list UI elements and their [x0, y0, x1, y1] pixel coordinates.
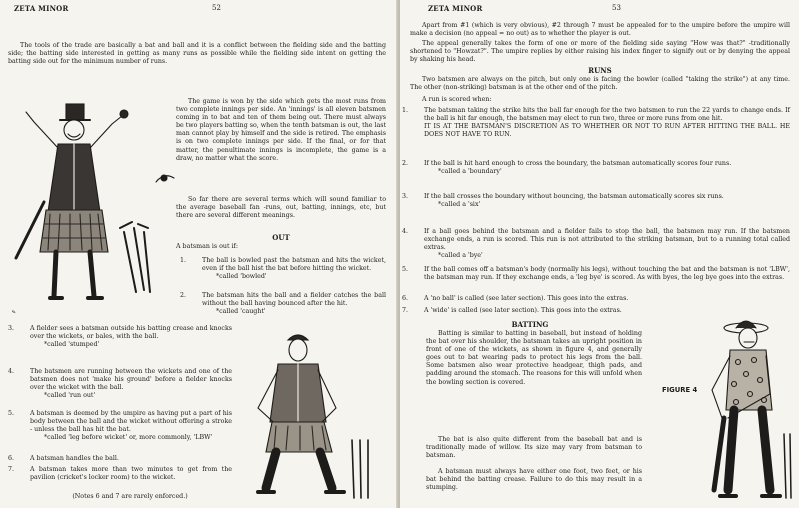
out-item-6: 6. A batsman handles the ball. [8, 455, 119, 462]
runs-heading: RUNS [588, 66, 612, 75]
page-right [400, 0, 799, 508]
run-item-7: 7. A 'wide' is called (see later section). This goes into the extras. [402, 307, 622, 314]
game-paragraph: The game is won by the side which gets the most runs from two complete innings per side. An 'innings' is all eleven batsmen coming in to bat and ten of them being out. There must always be two players batting so, when the tenth batsman is out, the last man cannot play by himself and the side is retired. The emphasis is on two complete innings per side. If the final, or for that matter, the penultimate innings is incomplete, the game is a draw, no matter what the score. [176, 98, 387, 162]
out-item-7: 7. A batsman takes more than two minutes to get from the pavilion (cricket's locker room) to the wicket. [8, 466, 232, 482]
page-number: 53 [612, 4, 621, 12]
terms-paragraph: So far there are several terms which will sound familiar to the average baseball fan -runs, out, batting, innings, etc, but there are several different meanings. [176, 196, 386, 220]
out-item-1: 1. The ball is bowled past the batsman and hits the wicket, even if the ball hist the bat before hitting the wicket. *called 'bowled' [180, 257, 386, 281]
run-item-3: 3. If the ball crosses the boundary without bouncing, the batsman automatically scores six runs. *called a 'six' [402, 193, 724, 209]
out-intro: A batsman is out if: [176, 243, 238, 250]
umpire-drawing [4, 82, 180, 322]
batting-paragraph-2: The bat is also quite different from the baseball bat and is traditionally made of willow. Its size may vary from batsman to batsman. [426, 436, 642, 460]
footnote: (Notes 6 and 7 are rarely enforced.) [72, 493, 188, 500]
out-item-5: 5. A batsman is deemed by the umpire as having put a part of his body between the ball and the wicket without offering a stroke - unless the ball has hit the bat. *called 'leg before wicket' or, more commonly, 'LBW' [8, 410, 232, 442]
wicketkeeper-drawing [236, 330, 376, 502]
svg-text:✎: ✎ [11, 309, 17, 316]
appeal-paragraph-1: Apart from #1 (which is very obvious), #2 through 7 must be appealed for to the umpire before the umpire will make a decision (no appeal = no out) as to whether the player is out. [410, 22, 790, 38]
running-header: ZETA MINOR [14, 4, 69, 13]
run-item-2: 2. If the ball is hit hard enough to cross the boundary, the batsman automatically scores four runs. *called a 'boundary' [402, 160, 732, 176]
batting-paragraph-1: Batting is similar to batting in baseball, but instead of holding the bat over his shoulder, the batsman takes an upright position in front of one of the wickets, as shown in figure 4, and generally goes out to bat wearing pads to protect his legs from the ball. Some batsmen also wear protective headgear, thigh pads, and padding around the stomach. The reasons for this will unfold when the bowling section is covered. [426, 330, 642, 386]
umpire-illustration [4, 82, 180, 322]
page-left [0, 0, 398, 508]
running-header: ZETA MINOR [428, 4, 483, 13]
batsman-drawing [700, 314, 796, 504]
figure-label: FIGURE 4 [662, 386, 698, 394]
batting-heading: BATTING [511, 320, 549, 329]
run-item-6: 6. A 'no ball' is called (see later section). This goes into the extras. [402, 295, 629, 302]
runs-intro: Two batsmen are always on the pitch, but only one is facing the bowler (called "taking the strike") at any time. The other (non-striking) batsman is at the other end of the pitch. [410, 76, 790, 92]
run-item-4: 4. If a ball goes behind the batsman and a fielder fails to stop the ball, the batsmen may run. If the batsmen exchange ends, a run is scored. This run is not attributed to the striking batsman, but to a running total called extras. *called a 'bye' [402, 228, 790, 260]
appeal-paragraph-2: The appeal generally takes the form of one or more of the fielding side saying "How was that?" -traditionally shortened to "Howzat?". The umpire replies by either raising his index finger to signify out or by denying the appeal by shaking his head. [410, 40, 790, 64]
scored-when: A run is scored when: [422, 96, 492, 103]
batsman-illustration [700, 314, 796, 504]
out-heading: OUT [272, 233, 290, 242]
run-item-1: 1. The batsman taking the strike hits the ball far enough for the two batsmen to run the 22 yards to change ends. If the ball is hit far enough, the batsmen may elect to run two, three or more runs from one hit. IT IS AT THE BATSMAN'S DISCRETION AS TO WHETHER OR NOT TO RUN AFTER HITTING THE BALL. HE DOES NOT HAVE TO RUN. [402, 107, 790, 139]
out-item-2: 2. The batsman hits the ball and a fielder catches the ball without the ball having bounced after the hit. *called 'caught' [180, 292, 386, 316]
out-item-4: 4. The batsmen are running between the wickets and one of the batsmen does not 'make his ground' before a fielder knocks over the wicket with the ball. *called 'run out' [8, 368, 232, 400]
wicketkeeper-illustration [236, 330, 376, 502]
out-item-3: 3. A fielder sees a batsman outside his batting crease and knocks over the wickets, or bales, with the ball. *called 'stumped' [8, 325, 232, 349]
batting-paragraph-3: A batsman must always have either one foot, two feet, or his bat behind the batting crease. Failure to do this may result in a stumping. [426, 468, 642, 492]
run-item-5: 5. If the ball comes off a batsman's body (normally his legs), without touching the bat and the batsman is not 'LBW', the batsman may run. If they exchange ends, a 'leg bye' is scored. As with byes, the leg bye goes into the extras. [402, 266, 790, 282]
page-number: 52 [212, 4, 221, 12]
intro-paragraph: The tools of the trade are basically a bat and ball and it is a conflict between the fielding side and the batting side; the batting side interested in getting as many runs as possible while the fielding side intent on getting the batting side out for the minimum number of runs. [8, 42, 386, 66]
